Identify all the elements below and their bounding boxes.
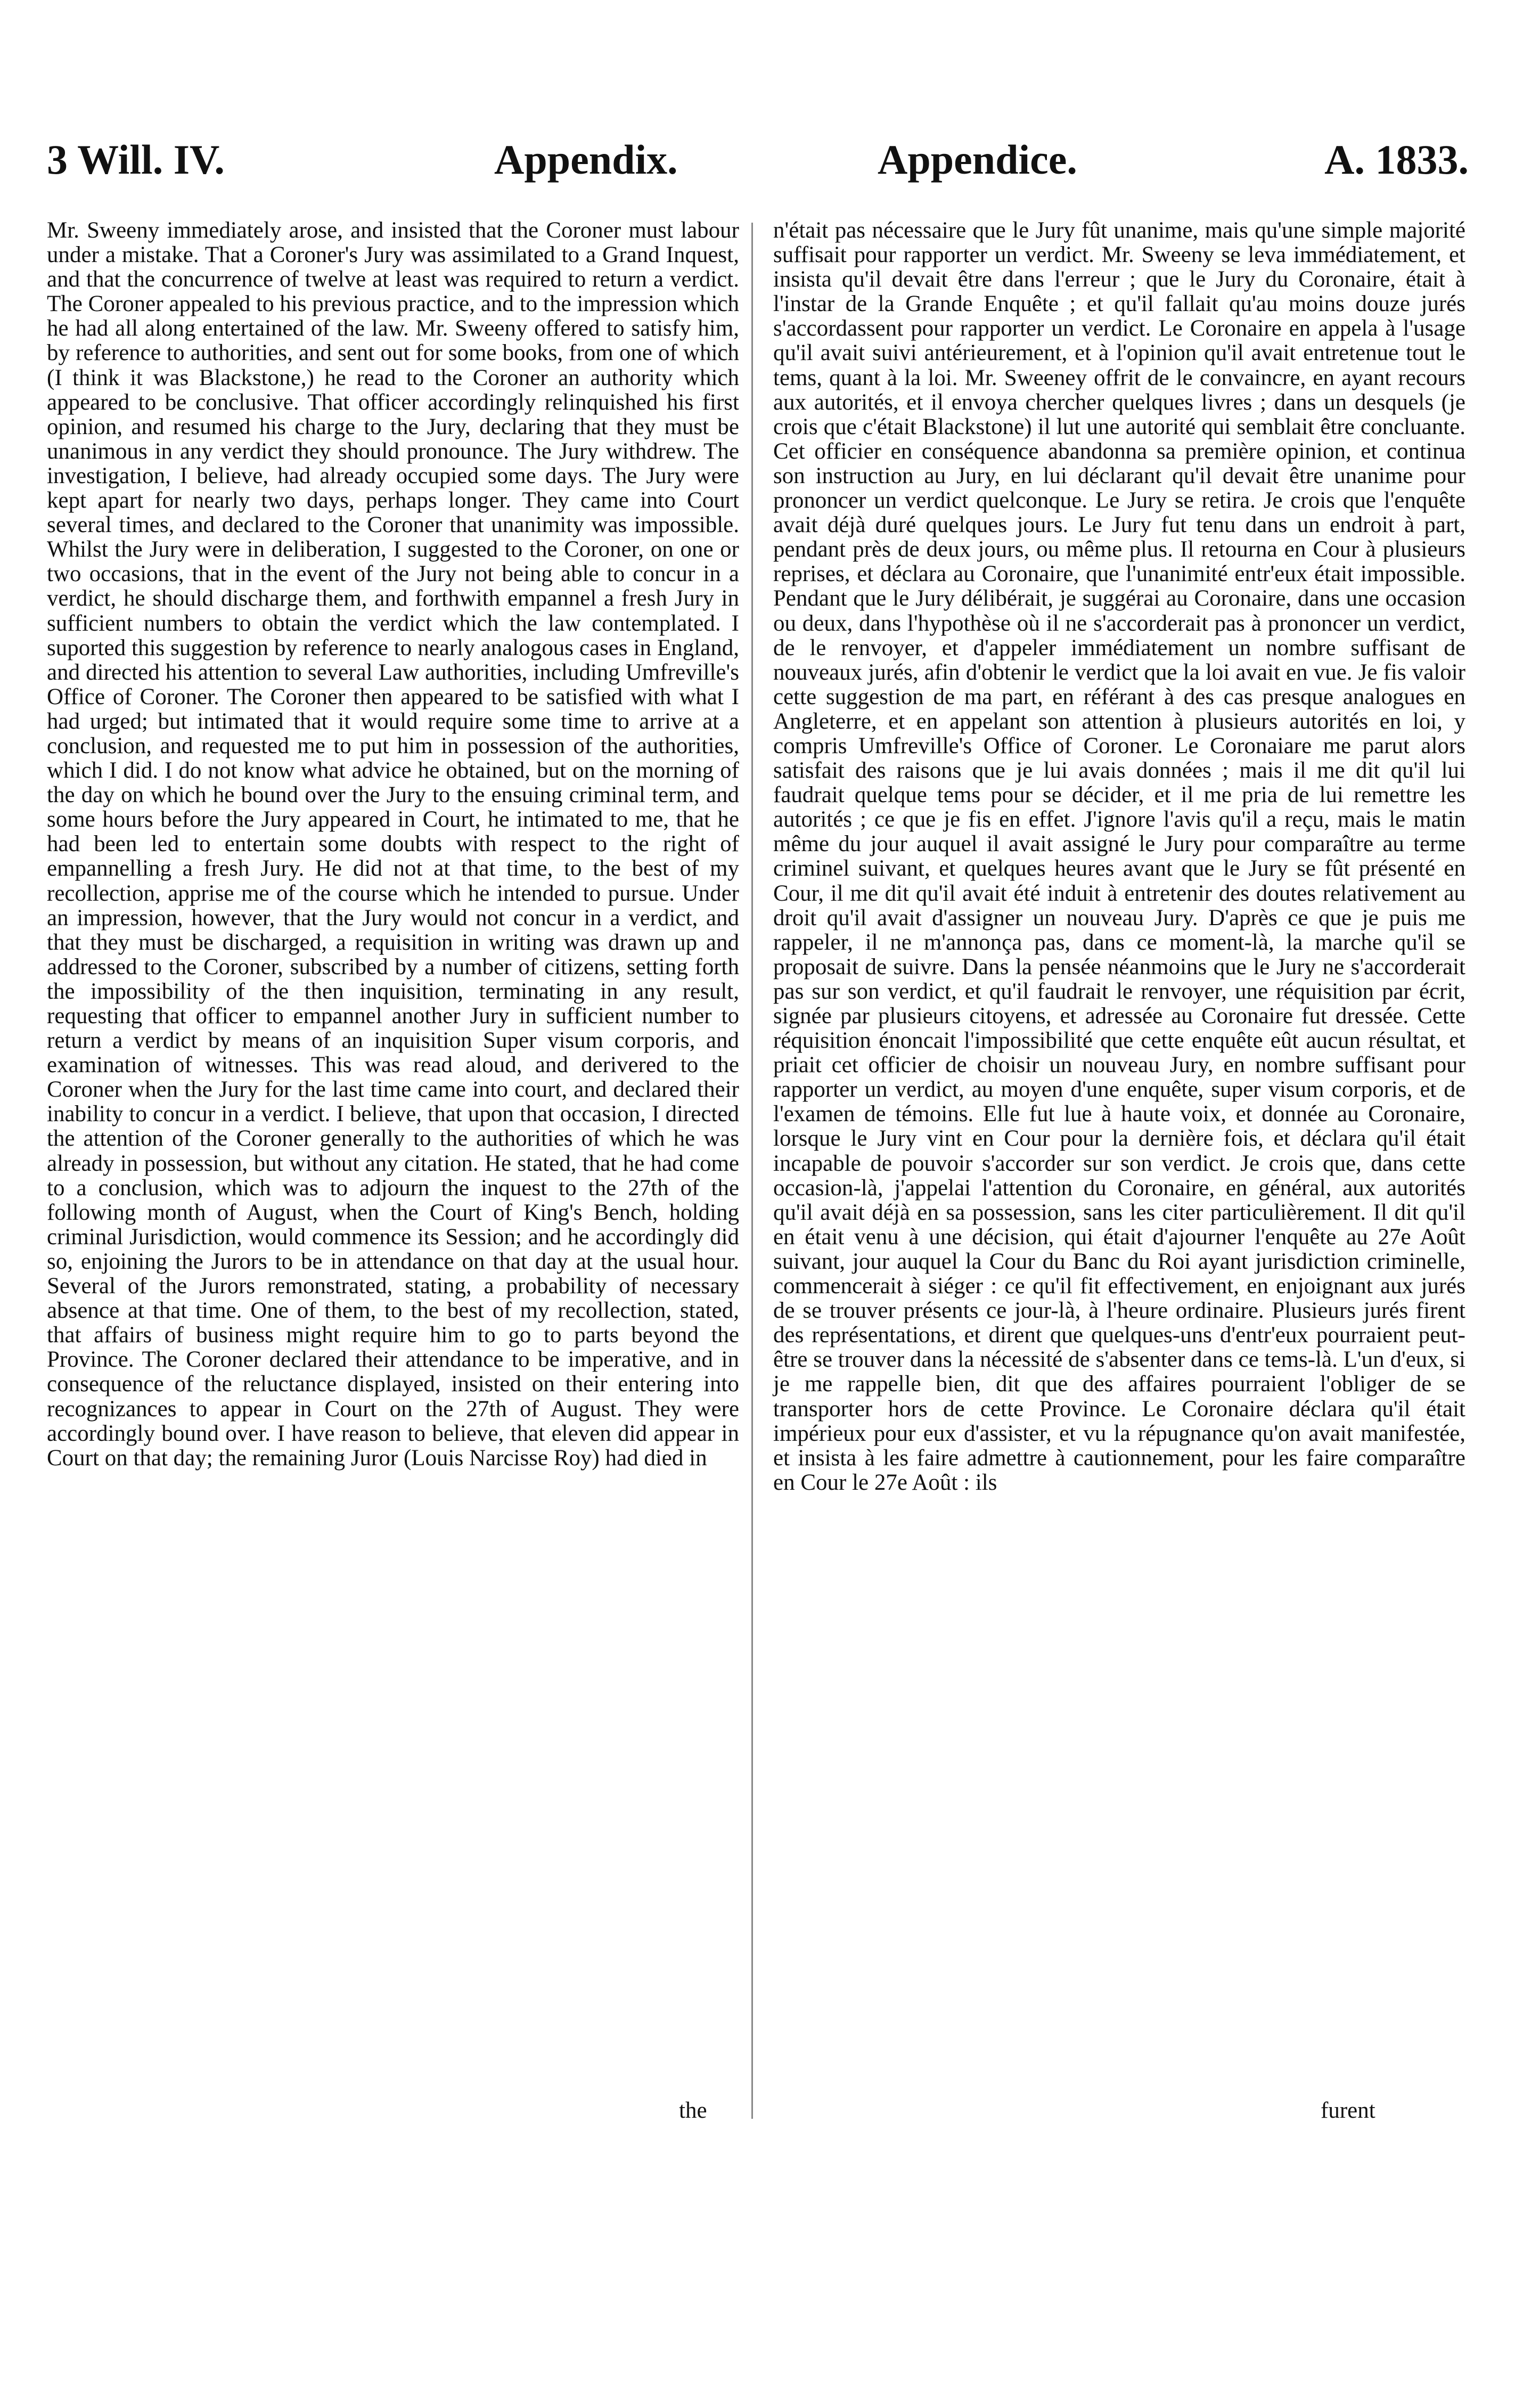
french-column-text: n'était pas nécessaire que le Jury fût unanime, mais qu'une simple majorité suffisait pour rapporter un verdict. Mr. Sweeny se leva immédiatement, et insista qu'il devait être dans l'erreur ; que le Jury du Coronaire, était à l'instar de la Grande Enquête ; et qu'il fallait qu'au moins douze jurés s'accordassent pour rapporter un verdict. Le Coronaire en appela à l'usage qu'il avait suivi antérieurement, et à l'opinion qu'il avait entretenue tout le tems, quant à la loi. Mr. Sweeney offrit de le convaincre, en ayant recours aux autorités, et il envoya chercher quelques livres ; dans un desquels (je crois que c'était Blackstone) il lut une autorité qui semblait être concluante. Cet officier en conséquence abandonna sa première opinion, et continua son instruction au Jury, en lui déclarant qu'il devait être unanime pour prononcer un verdict quelconque. Le Jury se retira. Je crois que l'enquête avait déjà duré quelques jours. Le Jury fut tenu dans un endroit à part, pendant près de deux jours, ou même plus. Il retourna en Cour à plusieurs reprises, et déclara au Coronaire, que l'unanimité entr'eux était impossible. Pendant que le Jury délibérait, je suggérai au Coronaire, dans une occasion ou deux, dans l'hypothèse où il ne s'accorderait pas à prononcer un verdict, de le renvoyer, et d'appeler immédiatement un nombre suffisant de nouveaux jurés, afin d'obtenir le verdict que la loi avait en vue. Je fis valoir cette suggestion de ma part, en référant à des cas presque analogues en Angleterre, et en appelant son attention à plusieurs autorités en loi, y compris Umfreville's Office of Coroner. Le Coronaiare me parut alors satisfait des raisons que je lui avais données ; mais il me dit qu'il lui faudrait quelque tems pour se décider, et il me pria de lui remettre les autorités ; ce que je fis en effet. J'ignore l'avis qu'il a reçu, mais le matin même du jour auquel il avait assigné le Jury pour comparaître au terme criminel suivant, et quelques heures avant que le Jury se fût présenté en Cour, il me dit qu'il avait été induit à entretenir des doutes relativement au droit qu'il avait d'assigner un nouveau Jury. D'après ce que je puis me rappeler, il ne m'annonça pas, dans ce moment-là, la marche qu'il se proposait de suivre. Dans la pensée néanmoins que le Jury ne s'accorderait pas sur son verdict, et qu'il faudrait le renvoyer, une réquisition par écrit, signée par plusieurs citoyens, et adressée au Coronaire fut dressée. Cette réquisition énoncait l'impossibilité que cette enquête eût aucun résultat, et priait cet officier de choisir un nouveau Jury, en nombre suffisant pour rapporter un verdict, au moyen d'une enquête, super visum corporis, et de l'examen de témoins. Elle fut lue à haute voix, et donnée au Coronaire, lorsque le Jury vint en Cour pour la dernière fois, et déclara qu'il était incapable de pouvoir s'accorder sur son verdict. Je crois que, dans cette occasion-là, j'appelai l'attention du Coronaire, en général, aux autorités qu'il avait déjà en sa possession, sans les citer particulièrement. Il dit qu'il en était venu à une décision, qui était d'ajourner l'enquête au 27e Août suivant, jour auquel la Cour du Banc du Roi ayant jurisdiction criminelle, commencerait à siéger : ce qu'il fit effectivement, en enjoignant aux jurés de se trouver présents ce jour-là, à l'heure ordinaire. Plusieurs jurés firent des représentations, et dirent que quelques-uns d'entr'eux pourraient peut-être se trouver dans la nécessité de s'absenter dans ce tems-là. L'un d'eux, si je me rappelle bien, dit que des affaires pourraient l'obliger de se transporter hors de cette Province. Le Coronaire déclara qu'il était impérieux pour eux d'assister, et vu la répugnance qu'on avait manifestée, et insista à les faire admettre à cautionnement, pour les faire comparaître en Cour le 27e Août : ils [773,218,1465,1495]
english-catchword: the [679,2098,707,2123]
volume-reference: 3 Will. IV. [47,136,225,183]
running-header [47,136,1469,200]
column-divider [751,223,753,2119]
year-reference: A. 1833. [1324,136,1469,183]
english-column-text: Mr. Sweeny immediately arose, and insisted that the Coroner must labour under a mistake. That a Coroner's Jury was assimilated to a Grand Inquest, and that the concurrence of twelve at least was required to return a verdict. The Coroner appealed to his previous practice, and to the impression which he had all along entertained of the law. Mr. Sweeny offered to satisfy him, by reference to authorities, and sent out for some books, from one of which (I think it was Blackstone,) he read to the Coroner an authority which appeared to be conclusive. That officer accordingly relinquished his first opinion, and resumed his charge to the Jury, declaring that they must be unanimous in any verdict they should pronounce. The Jury withdrew. The investigation, I believe, had already occupied some days. The Jury were kept apart for nearly two days, perhaps longer. They came into Court several times, and declared to the Coroner that unanimity was impossible. Whilst the Jury were in deliberation, I suggested to the Coroner, on one or two occasions, that in the event of the Jury not being able to concur in a verdict, he should discharge them, and forthwith empannel a fresh Jury in sufficient numbers to obtain the verdict which the law contemplated. I suported this suggestion by reference to nearly analogous cases in England, and directed his attention to several Law authorities, including Umfreville's Office of Coroner. The Coroner then appeared to be satisfied with what I had urged; but intimated that it would require some time to arrive at a conclusion, and requested me to put him in possession of the authorities, which I did. I do not know what advice he obtained, but on the morning of the day on which he bound over the Jury to the ensuing criminal term, and some hours before the Jury appeared in Court, he intimated to me, that he had been led to entertain some doubts with respect to the right of empannelling a fresh Jury. He did not at that time, to the best of my recollection, apprise me of the course which he intended to pursue. Under an impression, however, that the Jury would not concur in a verdict, and that they must be discharged, a requisition in writing was drawn up and addressed to the Coroner, subscribed by a number of citizens, setting forth the impossibility of the then inquisition, terminating in any result, requesting that officer to empannel another Jury in sufficient number to return a verdict by means of an inquisition Super visum corporis, and examination of witnesses. This was read aloud, and derivered to the Coroner when the Jury for the last time came into court, and declared their inability to concur in a verdict. I believe, that upon that occasion, I directed the attention of the Coroner generally to the authorities of which he was already in possession, but without any citation. He stated, that he had come to a conclusion, which was to adjourn the inquest to the 27th of the following month of August, when the Court of King's Bench, holding criminal Jurisdiction, would commence its Session; and he accordingly did so, enjoining the Jurors to be in attendance on that day at the usual hour. Several of the Jurors remonstrated, stating, a probability of necessary absence at that time. One of them, to the best of my recollection, stated, that affairs of business might require him to go to parts beyond the Province. The Coroner declared their attendance to be imperative, and in consequence of the reluctance displayed, insisted on their entering into recognizances to appear in Court on the 27th of August. They were accordingly bound over. I have reason to believe, that eleven did appear in Court on that day; the remaining Juror (Louis Narcisse Roy) had died in [47,218,739,1471]
french-catchword: furent [1321,2098,1375,2123]
english-section-title: Appendix. [494,136,678,183]
french-section-title: Appendice. [878,136,1077,183]
